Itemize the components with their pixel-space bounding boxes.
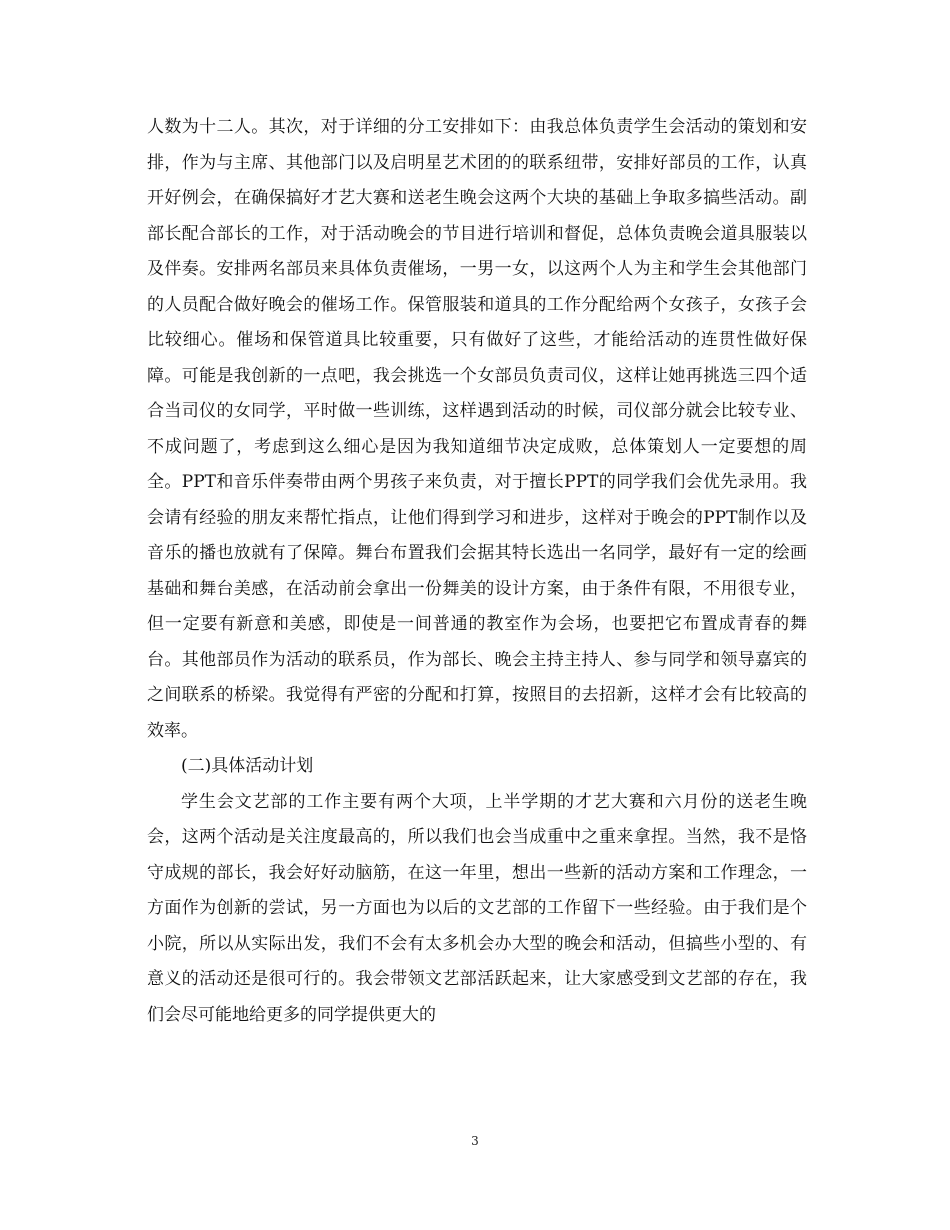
document-body: [147, 110, 807, 1033]
body-paragraph-activity-plan: 学生会文艺部的工作主要有两个大项，上半学期的才艺大赛和六月份的送老生晚会，这两个活动是关注度最高的，所以我们也会当成重中之重来拿捏。当然，我不是恪守成规的部长，我会好好动脑筋，在这一年里，想出一些新的活动方案和工作理念，一方面作为创新的尝试，另一方面也为以后的文艺部的工作留下一些经验。由于我们是个小院，所以从实际出发，我们不会有太多机会办大型的晚会和活动，但搞些小型的、有意义的活动还是很可行的。我会带领文艺部活跃起来，让大家感受到文艺部的存在，我们会尽可能地给更多的同学提供更大的: [147, 791, 807, 1025]
page-number: 3: [471, 1134, 479, 1148]
body-paragraph-continued: 人数为十二人。其次，对于详细的分工安排如下：由我总体负责学生会活动的策划和安排，作为与主席、其他部门以及启明星艺术团的的联系纽带，安排好部员的工作，认真开好例会，在确保搞好才艺大赛和送老生晚会这两个大块的基础上争取多搞些活动。副部长配合部长的工作，对于活动晚会的节目进行培训和督促，总体负责晚会道具服装以及伴奏。安排两名部员来具体负责催场，一男一女，以这两个人为主和学生会其他部门的人员配合做好晚会的催场工作。保管服装和道具的工作分配给两个女孩子，女孩子会比较细心。催场和保管道具比较重要，只有做好了这些，才能给活动的连贯性做好保障。可能是我创新的一点吧，我会挑选一个女部员负责司仪，这样让她再挑选三四个适合当司仪的女同学，平时做一些训练，这样遇到活动的时候，司仪部分就会比较专业、不成问题了，考虑到这么细心是因为我知道细节决定成败，总体策划人一定要想的周全。PPT和音乐伴奏带由两个男孩子来负责，对于擅长PPT的同学我们会优先录用。我会请有经验的朋友来帮忙指点，让他们得到学习和进步，这样对于晚会的PPT制作以及音乐的播也放就有了保障。舞台布置我们会据其特长选出一名同学，最好有一定的绘画基础和舞台美感，在活动前会拿出一份舞美的设计方案，由于条件有限，不用很专业，但一定要有新意和美感，即使是一间普通的教室作为会场，也要把它布置成青春的舞台。其他部员作为活动的联系员，作为部长、晚会主持主持人、参与同学和领导嘉宾的之间联系的桥梁。我觉得有严密的分配和打算，按照目的去招新，这样才会有比较高的效率。: [147, 117, 807, 741]
section-heading: (二)具体活动计划: [181, 756, 314, 776]
